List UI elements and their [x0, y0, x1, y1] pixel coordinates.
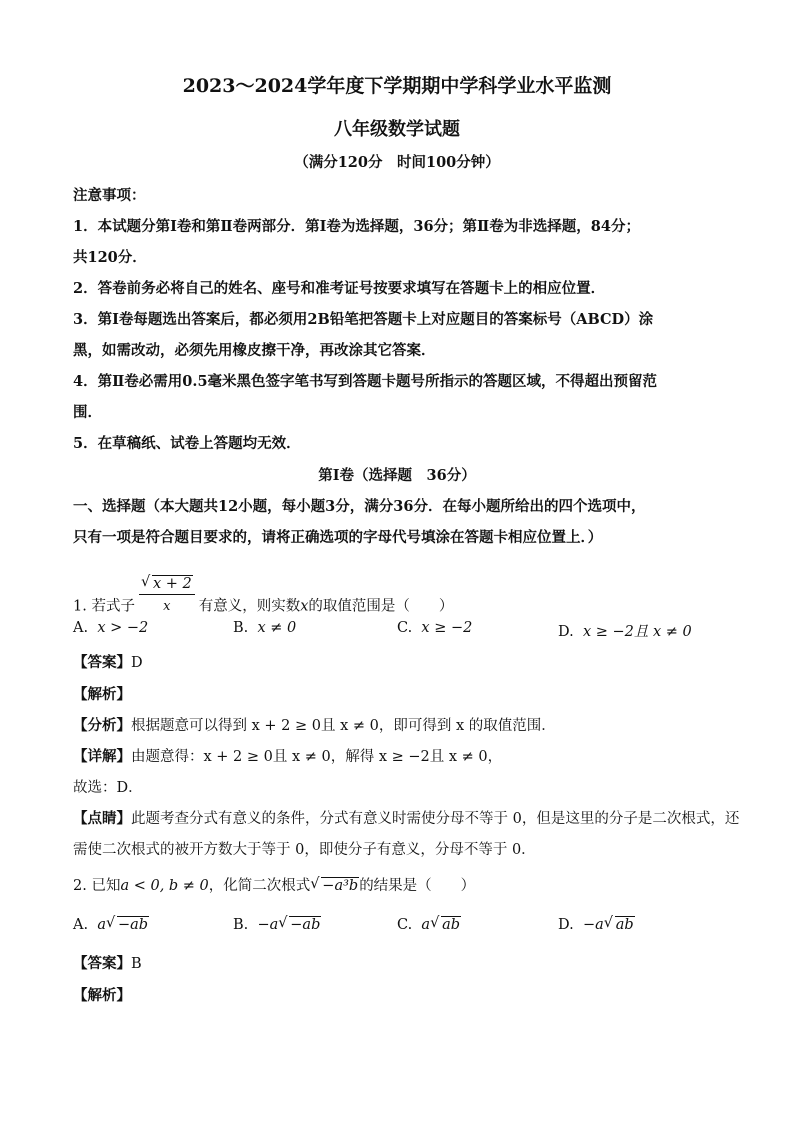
q1-fraction: [139, 575, 195, 614]
exam-subtitle: 八年级数学试题: [334, 119, 460, 140]
q1-answer: 【答案】D: [73, 654, 143, 671]
q1-option-d: D. x ≥ −2且 x ≠ 0: [558, 624, 692, 640]
q1-suffix2: 的取值范围是（ ）: [308, 598, 454, 615]
exam-title: 2023～2024学年度下学期期中学科学业水平监测: [182, 75, 612, 97]
notice-item-4a: 4．第Ⅱ卷必需用0.5毫米黑色签字笔书写到答题卡题号所指示的答题区域，不得超出预留范: [73, 373, 658, 390]
exam-meta: （满分120分 时间100分钟）: [294, 154, 500, 171]
q2-radical: √ −a³b: [310, 877, 359, 895]
q1-jiexi: 【解析】: [73, 686, 131, 703]
q2-stem: 2. 已知a < 0, b ≠ 0，化简二次根式√ −a³b的结果是（ ）: [73, 874, 475, 895]
q1-frac-den: x: [163, 598, 171, 614]
notice-item-4b: 围．: [73, 404, 102, 421]
section1-title: 第Ⅰ卷（选择题 36分）: [318, 467, 476, 484]
q1-xiangjie: 【详解】由题意得：x + 2 ≥ 0且 x ≠ 0，解得 x ≥ −2且 x ≠ 0，: [73, 748, 503, 765]
q2-jiexi: 【解析】: [73, 987, 131, 1004]
q2-option-c: C. a√ ab: [397, 916, 461, 934]
notice-item-3b: 黑，如需改动，必须先用橡皮擦干净，再改涂其它答案．: [73, 342, 436, 359]
q1-option-c: C. x ≥ −2: [397, 620, 473, 636]
q1-guxuan: 故选：D．: [73, 780, 143, 796]
q2-answer: 【答案】B: [73, 955, 142, 972]
q2-option-b: B. −a√ −ab: [233, 916, 321, 934]
q1-option-b: B. x ≠ 0: [233, 620, 297, 636]
q1-dianjing-a: 【点睛】此题考查分式有意义的条件，分式有意义时需使分母不等于 0，但是这里的分子是二次根式，还: [73, 810, 740, 827]
q1-frac-num: x + 2: [152, 576, 192, 592]
q1-prefix: 1. 若式子: [73, 598, 135, 615]
section1-instruction-a: 一、选择题（本大题共12小题，每小题3分，满分36分．在每小题所给出的四个选项中，: [73, 498, 646, 515]
q1-option-a: A. x > −2: [73, 620, 149, 636]
notice-item-1b: 共120分．: [73, 249, 147, 266]
notice-item-1a: 1．本试题分第Ⅰ卷和第Ⅱ卷两部分．第Ⅰ卷为选择题，36分；第Ⅱ卷为非选择题，84分；: [73, 218, 640, 235]
q1-suffix: 有意义，则实数: [198, 598, 301, 615]
notice-heading: 注意事项：: [73, 187, 146, 204]
q2-option-d: D. −a√ ab: [558, 916, 635, 934]
notice-item-3a: 3．第Ⅰ卷每题选出答案后，都必须用2B铅笔把答题卡上对应题目的答案标号（ABCD）涂: [73, 311, 654, 328]
q1-var: x: [300, 598, 309, 615]
section1-instruction-b: 只有一项是符合题目要求的，请将正确选项的字母代号填涂在答题卡相应位置上．）: [73, 529, 603, 546]
notice-item-5: 5．在草稿纸、试卷上答题均无效．: [73, 435, 301, 452]
q2-condition: a < 0, b ≠ 0: [120, 878, 209, 894]
q1-dianjing-b: 需使二次根式的被开方数大于等于 0，即使分子有意义，分母不等于 0．: [73, 842, 536, 858]
notice-item-2: 2．答卷前务必将自己的姓名、座号和准考证号按要求填写在答题卡上的相应位置．: [73, 280, 606, 297]
q1-fenxi: 【分析】根据题意可以得到 x + 2 ≥ 0且 x ≠ 0，即可得到 x 的取值范围．: [73, 717, 556, 734]
q2-option-a: A. a√ −ab: [73, 916, 149, 934]
